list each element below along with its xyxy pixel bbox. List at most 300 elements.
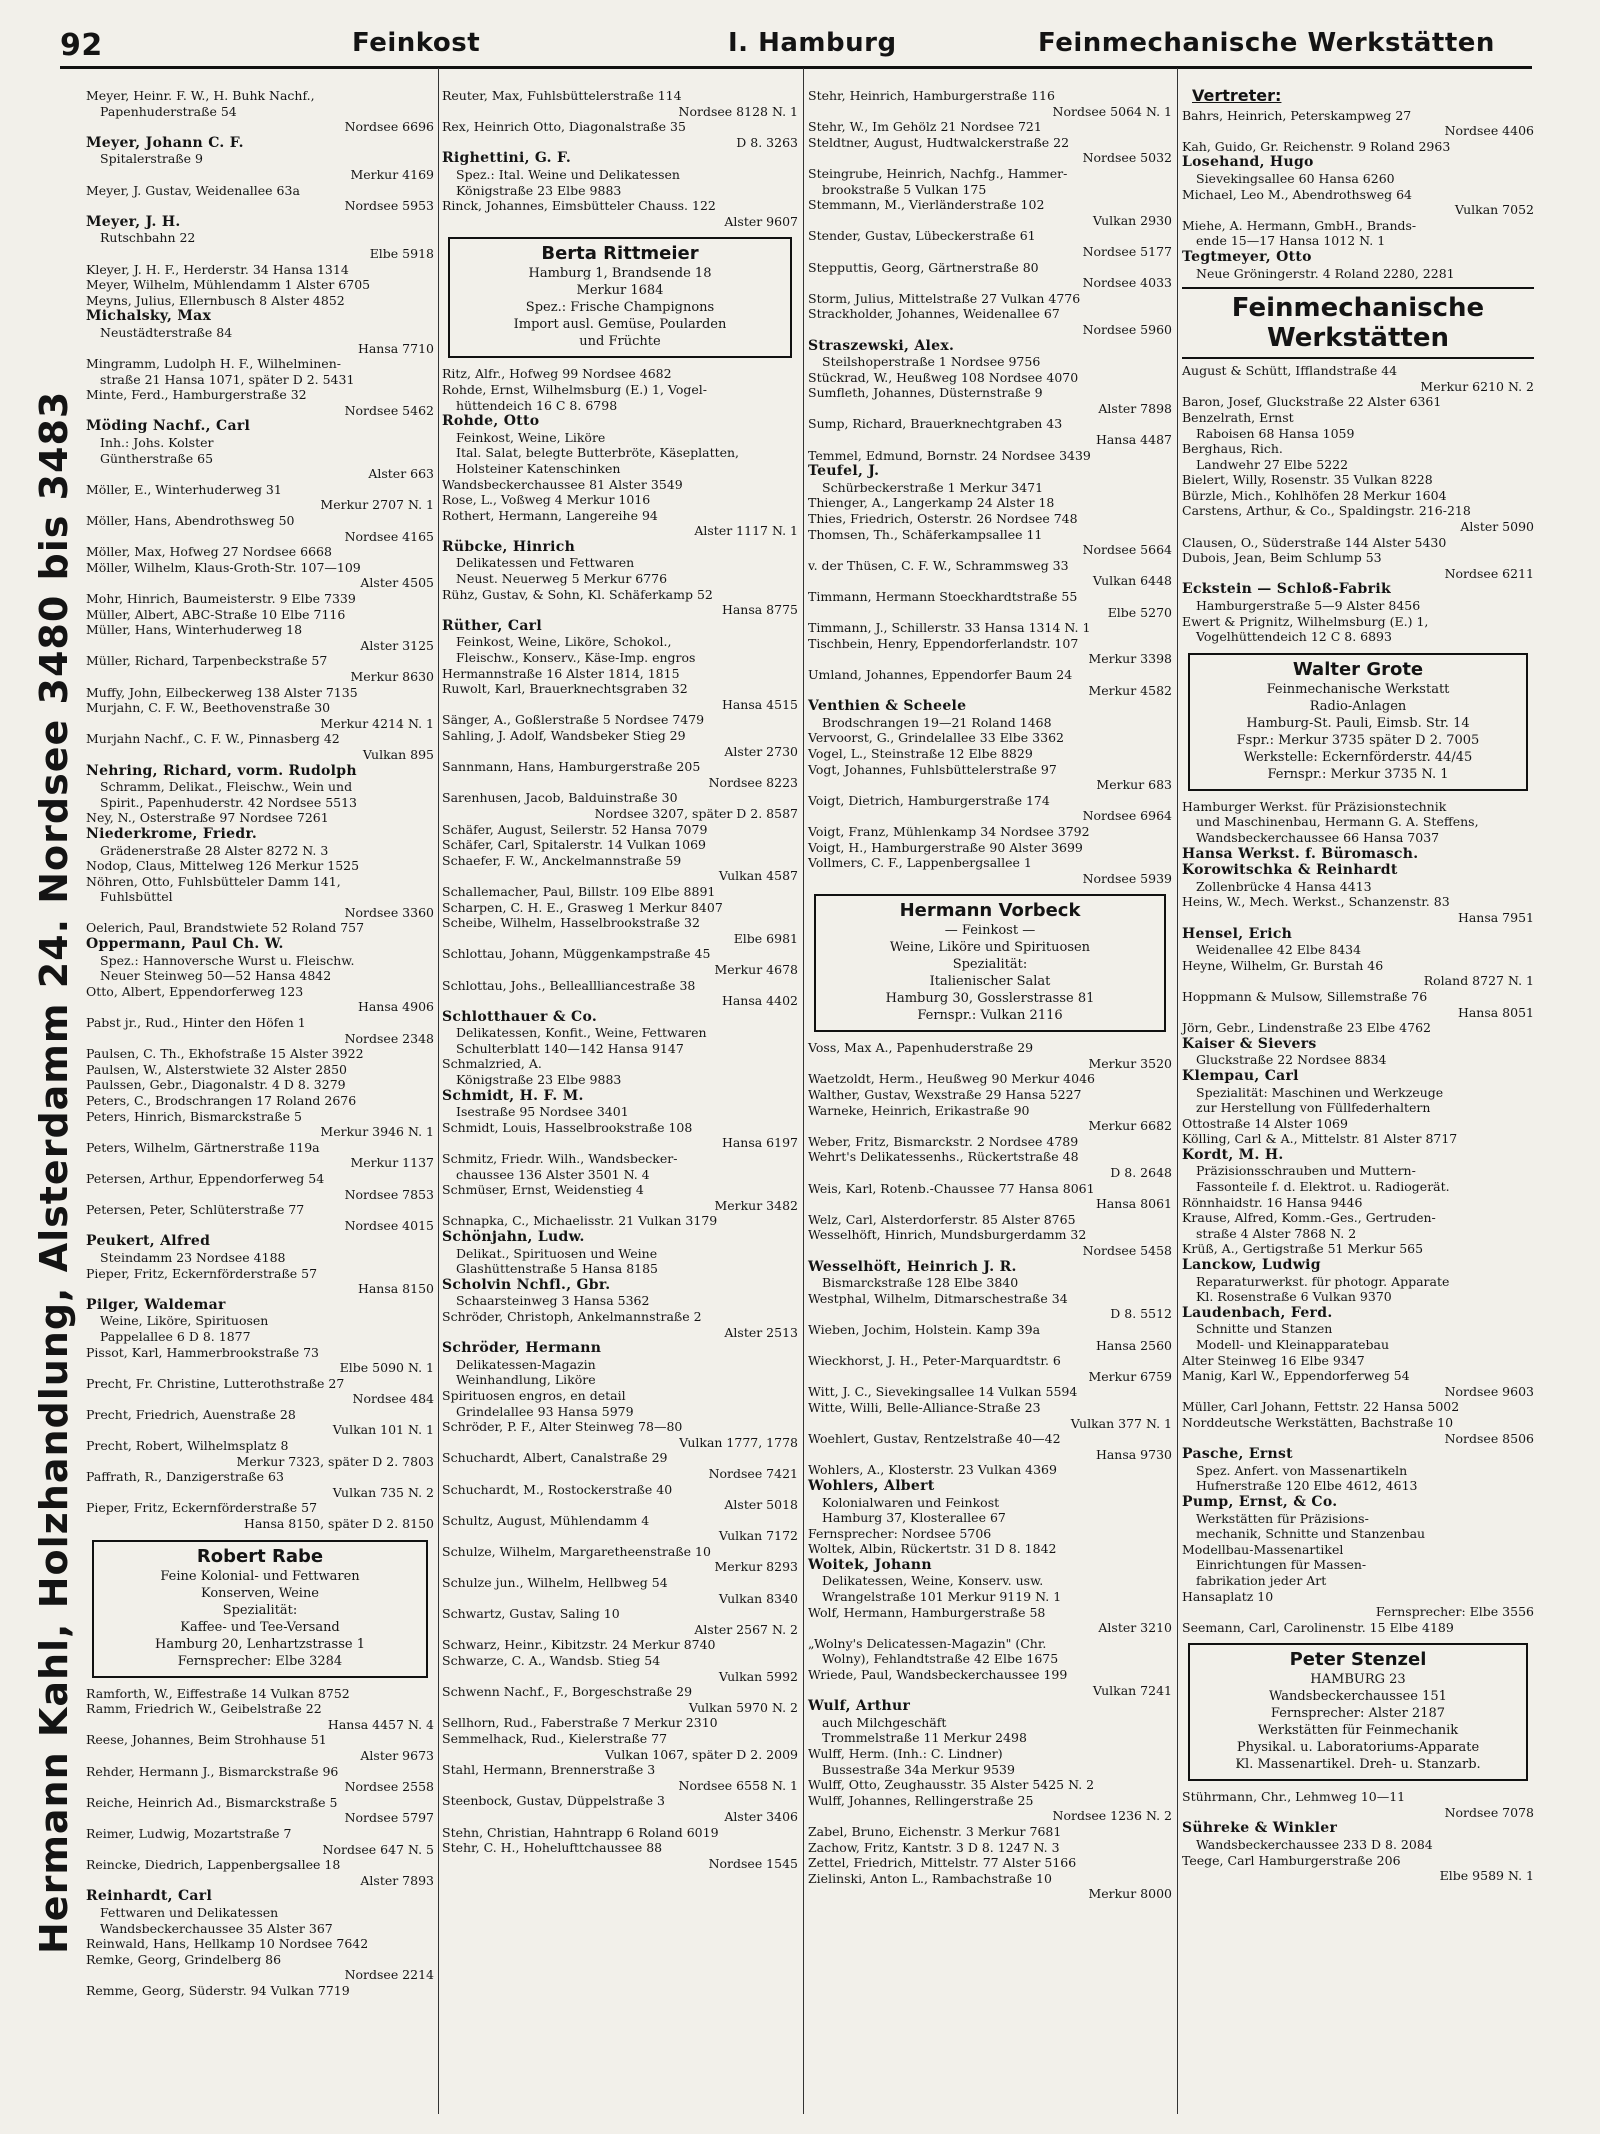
directory-entry	[442, 1419, 798, 1450]
directory-entry	[86, 1407, 434, 1438]
entry-name: Ewert & Prignitz, Wilhelmsburg (E.) 1,	[1182, 613, 1429, 629]
entry-name: Kleyer, J. H. F., Herderstr. 34 Hansa 1314	[86, 261, 349, 277]
entry-name: Schnapka, C., Michaelisstr. 21 Vulkan 3179	[442, 1213, 718, 1229]
entry-name: Voigt, H., Hamburgerstraße 90 Alster 3699	[808, 839, 1083, 855]
entry-name: Wulff, Johannes, Rellingerstraße 25	[808, 1792, 1034, 1808]
entry-name: Woltek, Albin, Rückertstr. 31 D 8. 1842	[808, 1541, 1057, 1557]
entry-name: Wulf, Arthur	[808, 1698, 911, 1715]
entry-detail: Ital. Salat, belegte Butterbröte, Käseplatten, Holsteiner Katenschinken	[456, 445, 740, 476]
directory-entry	[1182, 363, 1534, 394]
directory-entry	[86, 1469, 434, 1500]
entry-phone: D 8. 5512	[1110, 1306, 1172, 1322]
entry-name: Fernsprecher: Nordsee 5706	[808, 1525, 992, 1541]
entry-detail: Königstraße 23 Elbe 9883	[456, 1072, 622, 1088]
entry-name: Benzelrath, Ernst	[1182, 409, 1294, 425]
entry-phone: Alster 3406	[724, 1808, 798, 1824]
entry-name: Schuchardt, M., Rostockerstraße 40	[442, 1481, 673, 1497]
entry-phone: Vulkan 2930	[1092, 212, 1172, 228]
ad-line: — Feinkost —	[944, 923, 1036, 939]
entry-phone: Merkur 8630	[350, 668, 434, 684]
directory-entry	[808, 1149, 1172, 1180]
entry-phone: Elbe 6981	[733, 930, 798, 946]
entry-name: Schlotthauer & Co.	[442, 1008, 598, 1025]
entry-name: Scholvin Nchfl., Gbr.	[442, 1276, 611, 1293]
entry-name: Berghaus, Rich.	[1182, 441, 1283, 457]
ad-line: Konserven, Weine	[200, 1585, 320, 1601]
entry-detail: Pappelallee 6 D 8. 1877	[100, 1328, 251, 1344]
directory-entry	[808, 1384, 1172, 1400]
page-number: 92	[60, 28, 103, 63]
entry-detail: Papenhuderstraße 54	[100, 103, 237, 119]
entry-detail: Fleischw., Konserv., Käse-Imp. engros	[456, 650, 696, 666]
directory-entry	[808, 793, 1172, 824]
entry-detail: Wrangelstraße 101 Merkur 9119 N. 1	[822, 1589, 1062, 1605]
ad-line: Werkstätten für Feinmechanik	[1257, 1723, 1459, 1739]
entry-name: Ottostraße 14 Alster 1069	[1182, 1115, 1348, 1131]
directory-entry	[1182, 1589, 1534, 1620]
directory-entry	[86, 591, 434, 607]
entry-name: Zachow, Fritz, Kantstr. 3 D 8. 1247 N. 3	[808, 1839, 1060, 1855]
directory-entry	[86, 277, 434, 293]
directory-column-2	[442, 88, 798, 1871]
entry-phone: Merkur 3946 N. 1	[320, 1124, 434, 1140]
entry-name: „Wolny's Delicatessen-Magazin" (Chr.	[808, 1635, 1047, 1651]
entry-name: Meyer, J. Gustav, Weidenallee 63a	[86, 182, 300, 198]
entry-detail: fabrikation jeder Art	[1196, 1572, 1327, 1588]
entry-phone: Nordsee 8128 N. 1	[678, 103, 798, 119]
entry-detail: Raboisen 68 Hansa 1059	[1196, 425, 1355, 441]
directory-entry	[1182, 108, 1534, 139]
directory-entry	[442, 1120, 798, 1151]
entry-detail: Steindamm 23 Nordsee 4188	[100, 1249, 286, 1265]
entry-phone: Roland 8727 N. 1	[1423, 973, 1534, 989]
entry-name: Vogel, L., Steinstraße 12 Elbe 8829	[808, 745, 1033, 761]
directory-entry	[86, 544, 434, 560]
entry-detail: Glashüttenstraße 5 Hansa 8185	[456, 1261, 659, 1277]
entry-phone: Alster 4505	[360, 575, 434, 591]
entry-name: Wieben, Jochim, Holstein. Kamp 39a	[808, 1321, 1041, 1337]
directory-entry	[442, 1544, 798, 1575]
directory-entry	[1182, 1399, 1534, 1415]
entry-name: Michalsky, Max	[86, 308, 212, 325]
entry-name: Klempau, Carl	[1182, 1067, 1299, 1084]
entry-phone: Vulkan 7241	[1092, 1682, 1172, 1698]
entry-name: Weber, Fritz, Bismarckstr. 2 Nordsee 4789	[808, 1133, 1079, 1149]
entry-name: Schlottau, Johann, Müggenkampstraße 45	[442, 946, 711, 962]
directory-entry	[442, 1513, 798, 1544]
directory-entry	[808, 135, 1172, 166]
entry-phone: Merkur 3398	[1088, 651, 1172, 667]
entry-phone: Nordsee 5462	[344, 402, 434, 418]
directory-entry	[442, 119, 798, 150]
entry-detail: Neust. Neuerweg 5 Merkur 6776	[456, 571, 668, 587]
directory-entry	[1182, 1068, 1534, 1116]
directory-entry	[442, 1731, 798, 1762]
entry-phone: Hansa 7951	[1457, 909, 1534, 925]
entry-detail: Werkstätten für Präzisions-	[1196, 1510, 1369, 1526]
directory-entry	[1182, 581, 1534, 613]
entry-name: Schmidt, Louis, Hasselbrookstraße 108	[442, 1119, 693, 1135]
directory-entry	[442, 1575, 798, 1606]
entry-name: Paulsen, W., Alsterstwiete 32 Alster 2850	[86, 1061, 348, 1077]
entry-name: Meyns, Julius, Ellernbusch 8 Alster 4852	[86, 292, 345, 308]
entry-name: Stührmann, Chr., Lehmweg 10—11	[1182, 1789, 1406, 1805]
directory-entry	[808, 416, 1172, 447]
entry-phone: Elbe 9589 N. 1	[1439, 1868, 1534, 1884]
entry-name: Carstens, Arthur, & Co., Spaldingstr. 216-218	[1182, 503, 1471, 519]
entry-phone: Alster 2513	[724, 1324, 798, 1340]
entry-name: Schröder, Christoph, Ankelmannstraße 2	[442, 1308, 702, 1324]
directory-entry	[1182, 1494, 1534, 1542]
directory-entry	[1182, 1116, 1534, 1132]
entry-phone: Vulkan 5970 N. 2	[688, 1699, 798, 1715]
entry-phone: Nordsee 7421	[708, 1465, 798, 1481]
directory-entry	[86, 1093, 434, 1109]
entry-detail: Spez.: Hannoversche Wurst u. Fleischw.	[100, 952, 355, 968]
entry-name: Rübcke, Hinrich	[442, 538, 576, 555]
entry-name: Zielinski, Anton L., Rambachstraße 10	[808, 1870, 1052, 1886]
directory-entry	[808, 1855, 1172, 1871]
directory-entry	[808, 1181, 1172, 1212]
entry-name: Scheibe, Wilhelm, Hasselbrookstraße 32	[442, 915, 700, 931]
directory-entry	[86, 88, 434, 135]
directory-entry	[1182, 535, 1534, 551]
directory-entry	[86, 936, 434, 984]
entry-name: Tischbein, Henry, Eppendorferlandstr. 107	[808, 635, 1079, 651]
entry-name: Kordt, M. H.	[1182, 1146, 1284, 1163]
entry-name: Thomsen, Th., Schäferkampsallee 11	[808, 526, 1043, 542]
ad-line: Merkur 1684	[576, 283, 664, 299]
directory-entry	[86, 622, 434, 653]
directory-entry	[808, 527, 1172, 558]
directory-entry	[1182, 1020, 1534, 1036]
directory-entry	[86, 874, 434, 921]
directory-entry	[86, 1062, 434, 1078]
entry-name: Michael, Leo M., Abendrothsweg 64	[1182, 186, 1413, 202]
directory-entry	[86, 984, 434, 1015]
entry-name: Ney, N., Osterstraße 97 Nordsee 7261	[86, 810, 329, 826]
directory-entry	[86, 308, 434, 356]
entry-name: Reinhardt, Carl	[86, 1888, 213, 1905]
entry-phone: Merkur 2707 N. 1	[320, 497, 434, 513]
entry-phone: Elbe 5270	[1107, 604, 1172, 620]
directory-entry	[442, 1277, 798, 1309]
entry-name: Peters, C., Brodschrangen 17 Roland 2676	[86, 1093, 357, 1108]
entry-name: Sump, Richard, Brauerknechtgraben 43	[808, 416, 1063, 432]
directory-entry	[86, 560, 434, 591]
entry-detail: Delikatessen-Magazin	[456, 1356, 596, 1372]
directory-entry	[808, 119, 1172, 135]
entry-name: Wohlers, Albert	[808, 1477, 935, 1494]
directory-entry	[86, 1936, 434, 1952]
entry-name: Murjahn Nachf., C. F. W., Pinnasberg 42	[86, 731, 340, 747]
entry-phone: Nordsee 6696	[344, 119, 434, 135]
directory-entry	[86, 1015, 434, 1046]
entry-detail: Gluckstraße 22 Nordsee 8834	[1196, 1052, 1387, 1068]
directory-entry	[442, 915, 798, 946]
ad-line: HAMBURG 23	[1310, 1672, 1406, 1688]
entry-phone: Nordsee 3207, später D 2. 8587	[594, 805, 798, 821]
directory-entry	[86, 1857, 434, 1888]
entry-name: Peters, Hinrich, Bismarckstraße 5	[86, 1108, 302, 1124]
entry-phone: Hansa 4515	[721, 696, 798, 712]
entry-name: Precht, Friedrich, Auenstraße 28	[86, 1406, 296, 1422]
directory-entry	[808, 855, 1172, 886]
entry-detail: straße 4 Alster 7868 N. 2	[1196, 1225, 1357, 1241]
entry-phone: Alster 2567 N. 2	[694, 1621, 798, 1637]
directory-entry	[442, 1840, 798, 1871]
directory-entry	[808, 1557, 1172, 1605]
entry-phone: Vulkan 377 N. 1	[1070, 1415, 1172, 1431]
entry-name: Kaiser & Sievers	[1182, 1035, 1317, 1052]
entry-name: Rinck, Johannes, Eimsbütteler Chauss. 122	[442, 198, 716, 214]
directory-entry	[86, 1826, 434, 1857]
directory-entry	[1182, 894, 1534, 925]
ad-line: Hamburg-St. Pauli, Eimsb. Str. 14	[1246, 715, 1470, 731]
entry-detail: zur Herstellung von Füllfederhaltern	[1196, 1100, 1431, 1116]
directory-entry	[808, 1103, 1172, 1134]
directory-entry	[1182, 1257, 1534, 1305]
entry-phone: Vulkan 7172	[718, 1528, 798, 1544]
directory-entry	[86, 1297, 434, 1345]
entry-phone: Nordsee 5960	[1082, 321, 1172, 337]
entry-name: Peters, Wilhelm, Gärtnerstraße 119a	[86, 1139, 320, 1155]
directory-entry	[808, 636, 1172, 667]
entry-detail: chaussee 136 Alster 3501 N. 4	[456, 1166, 650, 1182]
entry-name: Teege, Carl Hamburgerstraße 206	[1182, 1852, 1401, 1868]
entry-name: Hansa Werkst. f. Büromasch.	[1182, 845, 1419, 862]
ad-line: Hamburg 1, Brandsende 18	[528, 266, 712, 282]
directory-entry	[442, 1715, 798, 1731]
header-center: I. Hamburg	[728, 28, 897, 58]
entry-name: Rühz, Gustav, & Sohn, Kl. Schäferkamp 52	[442, 586, 713, 602]
entry-detail: Einrichtungen für Massen-	[1196, 1557, 1367, 1573]
entry-phone: Alster 7893	[360, 1872, 434, 1888]
directory-entry	[86, 826, 434, 858]
entry-detail: Grädenerstraße 28 Alster 8272 N. 3	[100, 842, 329, 858]
entry-name: Stahl, Hermann, Brennerstraße 3	[442, 1762, 656, 1778]
entry-name: Murjahn, C. F. W., Beethovenstraße 30	[86, 700, 331, 716]
directory-entry	[808, 667, 1172, 698]
entry-name: Stehn, Christian, Hahntrapp 6 Roland 6019	[442, 1824, 719, 1840]
ad-line: und Früchte	[579, 334, 661, 350]
directory-entry	[86, 135, 434, 183]
entry-detail: Delikatessen, Weine, Konserv. usw.	[822, 1573, 1044, 1589]
directory-entry	[86, 920, 434, 936]
entry-phone: Nordsee 4165	[344, 528, 434, 544]
directory-entry	[86, 653, 434, 684]
entry-detail: Sievekingsallee 60 Hansa 6260	[1196, 170, 1395, 186]
directory-entry	[442, 1637, 798, 1653]
directory-entry	[442, 88, 798, 119]
entry-name: Muffy, John, Eilbeckerweg 138 Alster 7135	[86, 684, 358, 700]
entry-name: Wriede, Paul, Wandsbeckerchaussee 199	[808, 1667, 1068, 1683]
entry-name: Korowitschka & Reinhardt	[1182, 862, 1398, 879]
ad-title: Walter Grote	[1292, 658, 1424, 680]
entry-phone: Merkur 4582	[1088, 682, 1172, 698]
directory-entry	[442, 1182, 798, 1213]
entry-name: Schönjahn, Ludw.	[442, 1229, 585, 1245]
directory-entry	[86, 685, 434, 701]
ad-line: Fernsprecher: Alster 2187	[1270, 1706, 1446, 1722]
entry-detail: Bismarckstraße 128 Elbe 3840	[822, 1275, 1019, 1291]
entry-name: Strackholder, Johannes, Weidenallee 67	[808, 306, 1060, 322]
directory-entry	[86, 1046, 434, 1062]
entry-name: Schäfer, August, Seilerstr. 52 Hansa 7079	[442, 821, 708, 837]
ad-line: Kl. Massenartikel. Dreh- u. Stanzarb.	[1235, 1757, 1481, 1773]
directory-entry	[86, 1701, 434, 1732]
directory-entry	[808, 1777, 1172, 1793]
entry-name: Rönnhaidstr. 16 Hansa 9446	[1182, 1194, 1363, 1210]
entry-phone: Alster 5018	[724, 1497, 798, 1513]
entry-name: Schuchardt, Albert, Canalstraße 29	[442, 1450, 668, 1466]
directory-entry	[808, 1353, 1172, 1384]
directory-entry	[808, 746, 1172, 762]
entry-name: Dubois, Jean, Beim Schlump 53	[1182, 550, 1382, 566]
directory-entry	[442, 712, 798, 728]
directory-entry	[442, 413, 798, 476]
entry-name: Paffrath, R., Danzigerstraße 63	[86, 1469, 284, 1485]
directory-entry	[442, 492, 798, 508]
ad-line: Spezialität:	[222, 1602, 298, 1618]
directory-entry	[1182, 1305, 1534, 1353]
entry-detail: hüttendeich 16 C 8. 6798	[456, 397, 618, 413]
entry-phone: Merkur 6682	[1088, 1118, 1172, 1134]
entry-name: Voigt, Franz, Mühlenkamp 34 Nordsee 3792	[808, 823, 1090, 839]
entry-name: Möller, Max, Hofweg 27 Nordsee 6668	[86, 544, 332, 560]
entry-name: Vogt, Johannes, Fuhlsbüttelerstraße 97	[808, 761, 1057, 777]
directory-entry	[86, 1732, 434, 1763]
directory-entry	[808, 1291, 1172, 1322]
entry-name: Semmelhack, Rud., Kielerstraße 77	[442, 1731, 668, 1746]
entry-name: Schmidt, H. F. M.	[442, 1087, 584, 1104]
entry-phone: Merkur 683	[1096, 777, 1172, 793]
directory-entry	[808, 1400, 1172, 1431]
entry-name: Tegtmeyer, Otto	[1182, 248, 1312, 265]
entry-detail: Fuhlsbüttel	[100, 889, 173, 905]
directory-entry	[86, 607, 434, 623]
directory-entry	[86, 700, 434, 731]
entry-name: Kah, Guido, Gr. Reichenstr. 9 Roland 2963	[1182, 138, 1451, 154]
entry-name: Otto, Albert, Eppendorferweg 123	[86, 983, 304, 999]
directory-entry	[1182, 1210, 1534, 1241]
entry-detail: Königstraße 23 Elbe 9883	[456, 182, 622, 198]
entry-phone: Nordsee 5064 N. 1	[1052, 103, 1172, 119]
entry-name: Müller, Albert, ABC-Straße 10 Elbe 7116	[86, 606, 346, 622]
directory-entry	[1182, 1620, 1534, 1636]
advertisement-box	[1188, 1643, 1528, 1781]
directory-entry	[86, 1795, 434, 1826]
directory-entry	[442, 900, 798, 916]
entry-phone: Nordsee 4015	[344, 1217, 434, 1233]
entry-name: Zettel, Friedrich, Mittelstr. 77 Alster 5166	[808, 1855, 1077, 1871]
entry-name: Sannmann, Hans, Hamburgerstraße 205	[442, 759, 701, 775]
entry-name: Möller, Hans, Abendrothsweg 50	[86, 513, 295, 529]
advertisement-box	[1188, 653, 1528, 791]
entry-name: Wulff, Otto, Zeughausstr. 35 Alster 5425 N. 2	[808, 1777, 1095, 1793]
directory-entry	[442, 1340, 798, 1388]
directory-entry	[86, 1202, 434, 1233]
entry-detail: Spezialität: Maschinen und Werkzeuge	[1196, 1084, 1444, 1100]
directory-entry	[808, 291, 1172, 307]
entry-phone: Nordsee 8506	[1444, 1430, 1534, 1446]
entry-phone: Nordsee 6558 N. 1	[678, 1777, 798, 1793]
directory-entry	[86, 1109, 434, 1140]
directory-entry	[808, 558, 1172, 589]
entry-name: Pilger, Waldemar	[86, 1296, 226, 1313]
entry-name: Ramm, Friedrich W., Geibelstraße 22	[86, 1701, 322, 1717]
ad-line: Italienischer Salat	[929, 974, 1051, 990]
entry-phone: Hansa 7710	[357, 340, 434, 356]
directory-entry	[442, 1229, 798, 1277]
entry-detail: Wandsbeckerchaussee 35 Alster 367	[100, 1920, 333, 1936]
entry-detail: Trommelstraße 11 Merkur 2498	[822, 1730, 1027, 1746]
advertisement-box	[92, 1540, 428, 1678]
ad-title: Robert Rabe	[196, 1545, 324, 1567]
entry-detail: Wandsbeckerchaussee 233 D 8. 2084	[1196, 1837, 1433, 1853]
entry-phone: Vulkan 7052	[1454, 202, 1534, 218]
directory-entry	[86, 1686, 434, 1702]
entry-detail: Neue Gröningerstr. 4 Roland 2280, 2281	[1196, 265, 1455, 281]
entry-phone: Merkur 4169	[350, 166, 434, 182]
entry-phone: Nordsee 8223	[708, 774, 798, 790]
entry-name: Temmel, Edmund, Bornstr. 24 Nordsee 3439	[808, 447, 1091, 463]
entry-name: Pieper, Fritz, Eckernförderstraße 57	[86, 1265, 318, 1281]
entry-name: Sarenhusen, Jacob, Balduinstraße 30	[442, 790, 678, 806]
entry-name: Petersen, Peter, Schlüterstraße 77	[86, 1202, 305, 1218]
directory-entry	[808, 824, 1172, 840]
entry-name: Schmalzried, A.	[442, 1056, 542, 1072]
entry-detail: Zollenbrücke 4 Hansa 4413	[1196, 878, 1372, 894]
directory-entry	[86, 810, 434, 826]
entry-name: Wesselhöft, Hinrich, Mundsburgerdamm 32	[808, 1227, 1087, 1243]
entry-phone: Alster 9673	[360, 1748, 434, 1763]
subsection-heading: Vertreter:	[1192, 86, 1282, 105]
directory-entry	[86, 1171, 434, 1202]
entry-name: Hamburger Werkst. für Präzisionstechnik	[1182, 798, 1447, 814]
entry-detail: Fettwaren und Delikatessen	[100, 1904, 279, 1920]
entry-name: Reinwald, Hans, Hellkamp 10 Nordsee 7642	[86, 1936, 369, 1952]
directory-entry	[1182, 989, 1534, 1020]
directory-entry	[808, 260, 1172, 291]
directory-entry	[442, 853, 798, 884]
entry-name: Hensel, Erich	[1182, 925, 1293, 942]
directory-entry	[442, 666, 798, 682]
entry-name: Krüß, A., Gertigstraße 51 Merkur 565	[1182, 1241, 1424, 1257]
entry-detail: Neuer Steinweg 50—52 Hansa 4842	[100, 968, 332, 984]
directory-entry	[442, 382, 798, 413]
directory-entry	[86, 482, 434, 513]
directory-entry	[442, 1825, 798, 1841]
entry-name: Woitek, Johann	[808, 1556, 932, 1573]
entry-name: Müller, Richard, Tarpenbeckstraße 57	[86, 653, 328, 669]
directory-entry	[86, 356, 434, 387]
directory-entry	[86, 418, 434, 481]
entry-name: Welz, Carl, Alsterdorferstr. 85 Alster 8765	[808, 1211, 1076, 1227]
entry-name: Schwartz, Gustav, Saling 10	[442, 1606, 620, 1622]
ad-line: Feine Kolonial- und Fettwaren	[160, 1568, 360, 1584]
entry-detail: brookstraße 5 Vulkan 175	[822, 181, 987, 197]
entry-phone: Nordsee 4033	[1082, 275, 1172, 291]
directory-entry	[86, 1983, 434, 1999]
entry-name: Pasche, Ernst	[1182, 1446, 1293, 1463]
directory-entry	[86, 1345, 434, 1376]
directory-entry	[442, 1213, 798, 1229]
entry-name: Sellhorn, Rud., Faberstraße 7 Merkur 2310	[442, 1715, 718, 1731]
directory-entry	[442, 1388, 798, 1419]
entry-detail: Feinkost, Weine, Liköre	[456, 429, 606, 445]
entry-name: Precht, Fr. Christine, Lutterothstraße 27	[86, 1375, 345, 1391]
